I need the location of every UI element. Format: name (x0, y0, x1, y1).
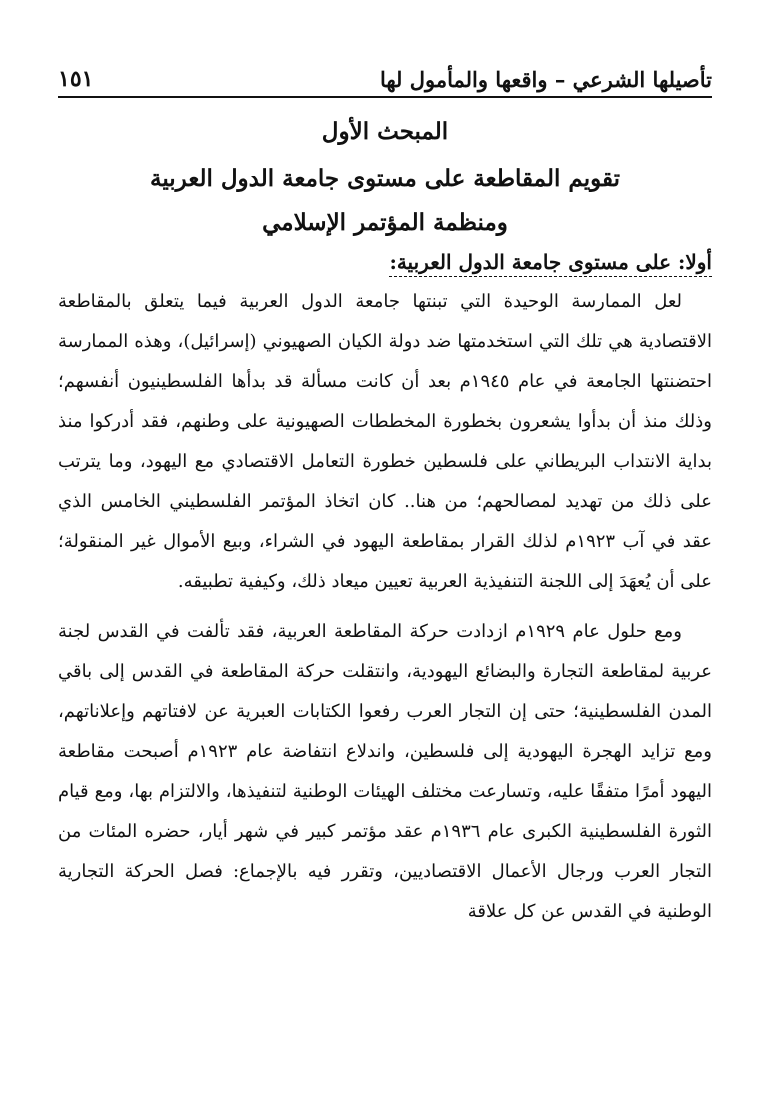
section-subtitle: تقويم المقاطعة على مستوى جامعة الدول العربية (149, 165, 621, 192)
section-title: المبحث الأول (321, 118, 449, 145)
subheading: أولا: على مستوى جامعة الدول العربية: (389, 250, 712, 277)
paragraph: ومع حلول عام ١٩٢٩م ازدادت حركة المقاطعة العربية، فقد تألفت في القدس لجنة عربية لمقاطعة التجارة والبضائع اليهودية، وانتقلت حركة المقاطعة في القدس إلى باقي المدن الفلسطينية؛ حتى إن التجار العرب رفعوا الكتابات العبرية عن لافتاتهم وإعلاناتهم، ومع تزايد الهجرة اليهودية إلى فلسطين، واندلاع انتفاضة عام ١٩٢٣م أصبحت مقاطعة اليهود أمرًا متفقًا عليه، وتسارعت مختلف الهيئات الوطنية لتنفيذها، والالتزام بها، ومع قيام الثورة الفلسطينية الكبرى عام ١٩٣٦م عقد مؤتمر كبير في شهر أيار، حضره المئات من التجار العرب ورجال الأعمال الاقتصاديين، وتقرر فيه بالإجماع: فصل الحركة التجارية الوطنية في القدس عن كل علاقة (58, 621, 712, 922)
body-text (58, 282, 712, 942)
page-number: ١٥١ (58, 66, 94, 92)
paragraph: لعل الممارسة الوحيدة التي تبنتها جامعة الدول العربية فيما يتعلق بالمقاطعة الاقتصادية هي تلك التي استخدمتها ضد دولة الكيان الصهيوني (إسرائيل)، وهذه الممارسة احتضنتها الجامعة في عام ١٩٤٥م بعد أن كانت مسألة قد بدأها الفلسطينيون أنفسهم؛ وذلك منذ أن بدأوا يشعرون بخطورة المخططات الصهيونية على وطنهم، فقد أدركوا منذ بداية الانتداب البريطاني على فلسطين خطورة التعامل الاقتصادي مع اليهود، وما يترتب على ذلك من تهديد لمصالحهم؛ من هنا.. كان اتخاذ المؤتمر الفلسطيني الخامس الذي عقد في آب ١٩٢٣م لذلك القرار بمقاطعة اليهود في الشراء، وبيع الأموال غير المنقولة؛ على أن يُعهَدَ إلى اللجنة التنفيذية العربية تعيين ميعاد ذلك، وكيفية تطبيقه. (58, 291, 713, 592)
section-subtitle-continued: ومنظمة المؤتمر الإسلامي (262, 209, 508, 236)
running-title: تأصيلها الشرعي – واقعها والمأمول لها (379, 67, 712, 92)
running-header (58, 52, 712, 92)
header-rule (58, 96, 712, 98)
